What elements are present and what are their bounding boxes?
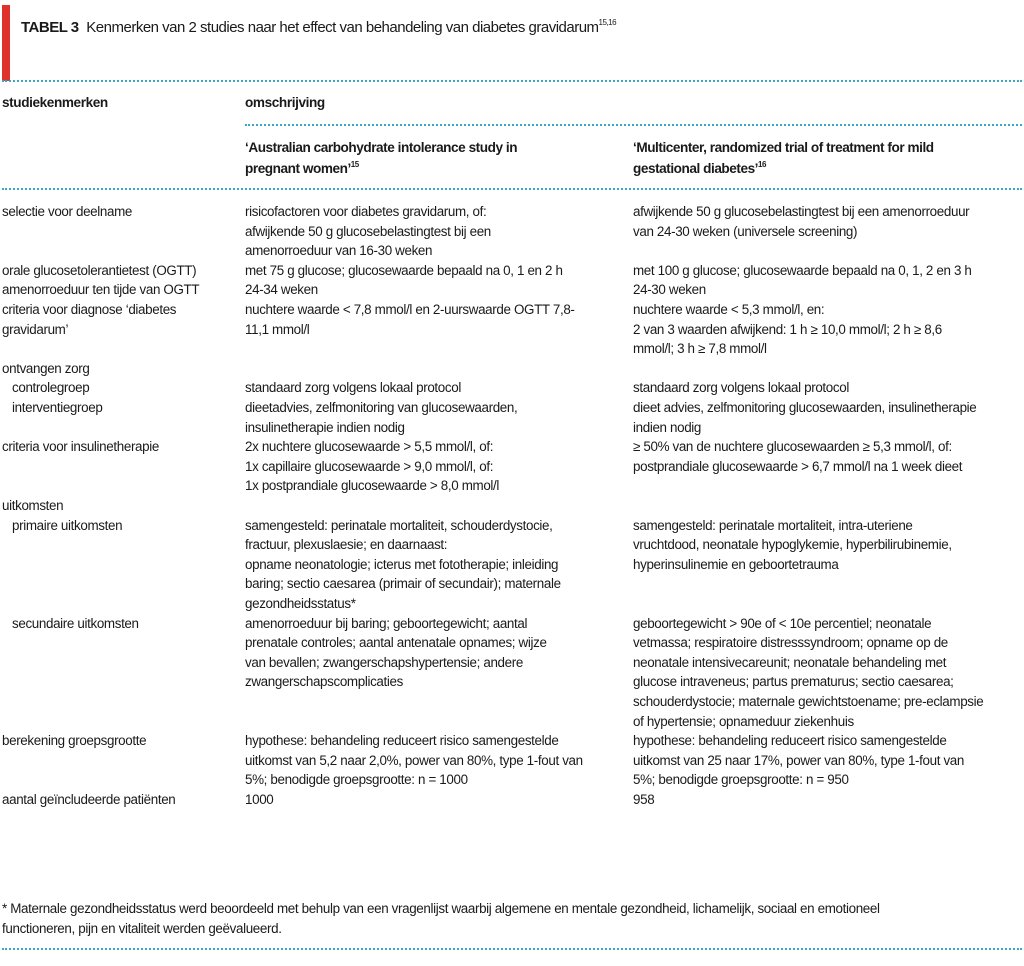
- footnote-line: functioneren, pijn en vitaliteit werden geëvalueerd.: [2, 921, 282, 936]
- row-label: [2, 790, 237, 810]
- cell-line: 1x capillaire glucosewaarde > 9,0 mmol/l, of:: [245, 458, 494, 474]
- cell-line: neonatale intensivecareunit; neonatale behandeling met: [633, 654, 947, 670]
- row-label: [2, 202, 237, 222]
- cell-line: postprandiale glucosewaarde > 6,7 mmol/l na 1 week dieet: [633, 458, 963, 474]
- study2-cell: [633, 614, 1024, 732]
- study1-title-line1: ‘Australian carbohydrate intolerance study in: [245, 140, 518, 155]
- cell-line: met 75 g glucose; glucosewaarde bepaald na 0, 1 en 2 h: [245, 262, 563, 278]
- subheader-rule: [245, 124, 1022, 126]
- cell-line: van 24-30 weken (universele screening): [633, 223, 858, 239]
- row-label: [2, 300, 237, 339]
- cell-line: gezondheidsstatus*: [245, 595, 356, 611]
- study1-cell: [245, 378, 625, 398]
- study1-cell: [245, 280, 625, 300]
- cell-line: afwijkende 50 g glucosebelastingtest bij een amenorroeduur: [633, 204, 970, 219]
- cell-line: gravidarum’: [2, 321, 69, 337]
- study2-cell: [633, 378, 1024, 398]
- cell-line: 2x nuchtere glucosewaarde > 5,5 mmol/l, of:: [245, 439, 494, 455]
- cell-line: 24-34 weken: [245, 282, 318, 298]
- cell-line: schouderdystocie; maternale gewichtstoename; pre-eclampsie: [633, 693, 984, 709]
- cell-line: nuchtere waarde < 7,8 mmol/l en 2-uurswaarde OGTT 7,8-: [245, 302, 575, 317]
- cell-line: standaard zorg volgens lokaal protocol: [633, 380, 849, 396]
- row-label: [2, 280, 237, 300]
- cell-line: prenatale controles; aantal antenatale opnames; wijze: [245, 635, 547, 651]
- cell-line: mmol/l; 3 h ≥ 7,8 mmol/l: [633, 341, 767, 357]
- cell-line: 5%; benodigde groepsgrootte: n = 1000: [245, 772, 468, 788]
- table-title: [21, 18, 616, 38]
- study2-cell: [633, 202, 1024, 241]
- row-label: [2, 398, 237, 418]
- row-label: [2, 614, 237, 634]
- study2-cell: [633, 437, 1024, 476]
- study1-cell: [245, 300, 625, 339]
- cell-line: hypothese: behandeling reduceert risico samengestelde: [633, 733, 947, 749]
- table-label: TABEL 3: [21, 19, 79, 36]
- study1-cell: [245, 790, 625, 810]
- cell-line: 5%; benodigde groepsgrootte: n = 950: [633, 772, 849, 788]
- col-header-omschrijving: omschrijving: [245, 95, 325, 110]
- cell-line: vruchtdood, neonatale hypoglykemie, hyperbilirubinemie,: [633, 537, 952, 553]
- col-header-studiekenmerken: studiekenmerken: [2, 95, 108, 110]
- cell-line: ontvangen zorg: [2, 360, 90, 376]
- study1-cell: [245, 398, 625, 437]
- cell-line: samengesteld: perinatale mortaliteit, intra-uteriene: [633, 517, 913, 533]
- study2-cell: [633, 516, 1024, 575]
- study2-cell: [633, 261, 1024, 281]
- cell-line: 2 van 3 waarden afwijkend: 1 h ≥ 10,0 mmol/l; 2 h ≥ 8,6: [633, 321, 942, 337]
- study2-ref: 16: [758, 160, 767, 169]
- cell-line: 1000: [245, 792, 274, 807]
- cell-line: van bevallen; zwangerschapshypertensie; andere: [245, 654, 523, 670]
- cell-line: 11,1 mmol/l: [245, 321, 310, 337]
- study1-header: [245, 137, 517, 179]
- cell-line: standaard zorg volgens lokaal protocol: [245, 380, 461, 396]
- cell-line: afwijkende 50 g glucosebelastingtest bij een: [245, 223, 491, 239]
- study1-cell: [245, 614, 625, 692]
- study1-title-line2: pregnant women’: [245, 161, 351, 176]
- cell-line: risicofactoren voor diabetes gravidarum, of:: [245, 204, 487, 219]
- row-label: [2, 378, 237, 398]
- cell-line: berekening groepsgrootte: [2, 733, 147, 749]
- cell-line: glucose intraveneus; partus prematurus; sectio caesarea;: [633, 674, 954, 690]
- cell-line: zwangerschapscomplicaties: [245, 674, 403, 690]
- footnote-line: * Maternale gezondheidsstatus werd beoordeeld met behulp van een vragenlijst waarbij algemene en mentale gezondheid, lichamelijk, sociaal en emotioneel: [2, 901, 880, 916]
- study2-cell: [633, 790, 1024, 810]
- study2-cell: [633, 300, 1024, 359]
- cell-line: aantal geïncludeerde patiënten: [2, 792, 176, 807]
- cell-line: hyperinsulinemie en geboortetrauma: [633, 556, 839, 572]
- cell-line: uitkomst van 25 naar 17%, power van 80%, type 1-fout van: [633, 752, 964, 768]
- cell-line: of hypertensie; opnameduur ziekenhuis: [633, 713, 854, 729]
- cell-line: nuchtere waarde < 5,3 mmol/l, en:: [633, 302, 825, 317]
- cell-line: uitkomst van 5,2 naar 2,0%, power van 80%, type 1-fout van: [245, 752, 583, 768]
- cell-line: dieet advies, zelfmonitoring glucosewaarden, insulinetherapie: [633, 400, 977, 415]
- row-label: [2, 731, 237, 751]
- cell-line: amenorroeduur van 16-30 weken: [245, 243, 433, 259]
- study2-title-line2: gestational diabetes’: [633, 161, 759, 176]
- header-bottom-rule: [2, 188, 1022, 190]
- cell-line: selectie voor deelname: [2, 204, 133, 219]
- cell-line: met 100 g glucose; glucosewaarde bepaald na 0, 1, 2 en 3 h: [633, 262, 972, 278]
- cell-line: fractuur, plexuslaesie; en daarnaast:: [245, 537, 448, 553]
- study2-title-line1: ‘Multicenter, randomized trial of treatment for mild: [633, 140, 934, 155]
- study2-cell: [633, 731, 1024, 790]
- cell-line: insulinetherapie indien nodig: [245, 419, 405, 435]
- cell-line: criteria voor diagnose ‘diabetes: [2, 302, 177, 317]
- row-label: [2, 359, 237, 379]
- cell-line: 958: [633, 792, 655, 807]
- cell-line: criteria voor insulinetherapie: [2, 439, 159, 455]
- study1-cell: [245, 261, 625, 281]
- cell-line: geboortegewicht > 90e of < 10e percentiel; neonatale: [633, 615, 932, 631]
- row-label: [2, 261, 237, 281]
- top-rule: [2, 80, 1022, 82]
- cell-line: uitkomsten: [2, 498, 64, 513]
- cell-line: 1x postprandiale glucosewaarde > 8,0 mmol/l: [245, 478, 500, 494]
- row-label: [2, 496, 237, 516]
- study1-ref: 15: [350, 160, 359, 169]
- footnote: [2, 899, 1012, 939]
- cell-line: indien nodig: [633, 419, 702, 435]
- cell-line: samengesteld: perinatale mortaliteit, schouderdystocie,: [245, 517, 553, 533]
- title-refs: 15,16: [598, 18, 617, 27]
- cell-line: controlegroep: [12, 380, 90, 396]
- study2-header: [633, 137, 934, 179]
- cell-line: secundaire uitkomsten: [12, 615, 139, 631]
- study1-cell: [245, 202, 625, 261]
- cell-line: hypothese: behandeling reduceert risico samengestelde: [245, 733, 559, 749]
- study1-cell: [245, 731, 625, 790]
- cell-line: ≥ 50% van de nuchtere glucosewaarden ≥ 5,3 mmol/l, of:: [633, 439, 952, 455]
- study1-cell: [245, 437, 625, 496]
- study1-cell: [245, 516, 625, 614]
- row-label: [2, 516, 237, 536]
- cell-line: interventiegroep: [12, 400, 103, 415]
- cell-line: vetmassa; respiratoire distresssyndroom; opname op de: [633, 635, 948, 651]
- cell-line: amenorroeduur bij baring; geboortegewicht; aantal: [245, 615, 528, 631]
- bottom-rule: [2, 948, 1022, 950]
- cell-line: baring; sectio caesarea (primair of secundair); maternale: [245, 576, 561, 592]
- cell-line: amenorroeduur ten tijde van OGTT: [2, 282, 200, 298]
- cell-line: 24-30 weken: [633, 282, 706, 298]
- accent-bar: [2, 5, 10, 81]
- cell-line: primaire uitkomsten: [12, 517, 123, 533]
- cell-line: orale glucosetolerantietest (OGTT): [2, 262, 197, 278]
- cell-line: dieetadvies, zelfmonitoring van glucosewaarden,: [245, 400, 518, 415]
- study2-cell: [633, 398, 1024, 437]
- study2-cell: [633, 280, 1024, 300]
- row-label: [2, 437, 237, 457]
- cell-line: opname neonatologie; icterus met fototherapie; inleiding: [245, 556, 559, 572]
- table-title-text: Kenmerken van 2 studies naar het effect van behandeling van diabetes gravidarum: [86, 19, 599, 36]
